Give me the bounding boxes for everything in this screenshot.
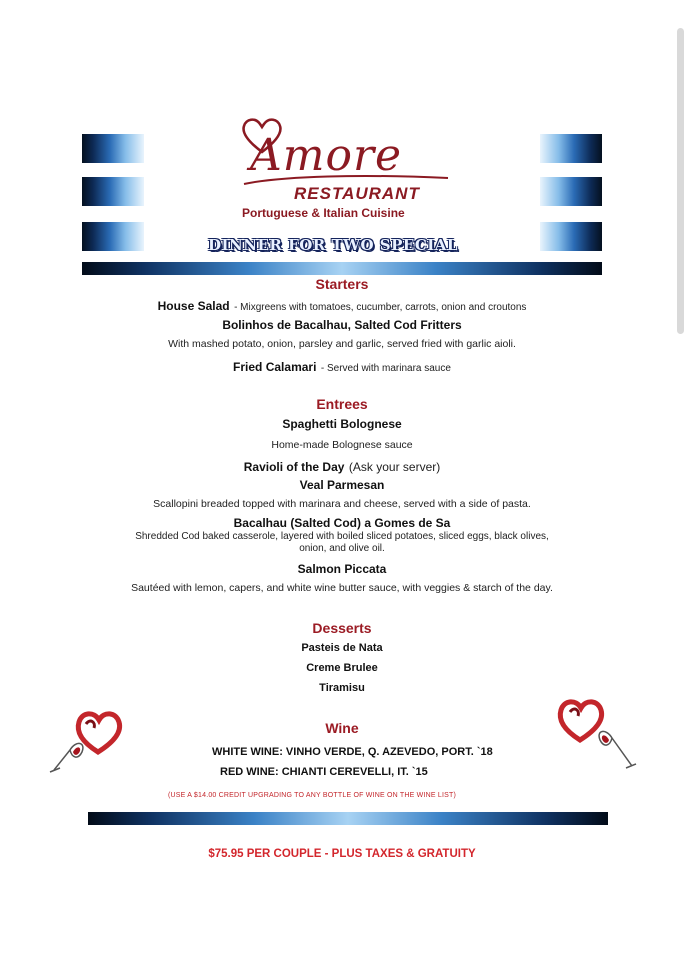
entree-bacalhau-desc: Shredded Cod baked casserole, layered with boiled sliced potatoes, sliced eggs, black olives, xyxy=(135,531,549,542)
dessert-item: Pasteis de Nata xyxy=(301,642,383,654)
bottom-band xyxy=(88,812,608,825)
decor-box-left-3 xyxy=(82,222,144,251)
decor-box-left-1 xyxy=(82,134,144,163)
entree-veal-name: Veal Parmesan xyxy=(299,478,385,492)
item-name: Ravioli of the Day xyxy=(243,460,345,474)
price-line: $75.95 PER COUPLE - PLUS TAXES & GRATUITY xyxy=(208,848,476,860)
decor-box-right-3 xyxy=(540,222,602,251)
red-wine: RED WINE: CHIANTI CEREVELLI, IT. `15 xyxy=(220,766,428,778)
item-desc: (Ask your server) xyxy=(348,460,441,474)
entree-salmon-desc: Sautéed with lemon, capers, and white wine butter sauce, with veggies & starch of the day. xyxy=(131,582,553,594)
starter-house-salad xyxy=(0,297,684,315)
dessert-item: Creme Brulee xyxy=(306,662,378,674)
entree-spaghetti-name: Spaghetti Bolognese xyxy=(282,417,402,431)
decor-box-right-2 xyxy=(540,177,602,206)
wine-heart-left-icon xyxy=(46,694,136,784)
entrees-title: Entrees xyxy=(316,396,368,412)
dessert-item: Tiramisu xyxy=(319,682,365,694)
decor-box-right-1 xyxy=(540,134,602,163)
logo-cuisine: Portuguese & Italian Cuisine xyxy=(242,206,405,220)
wine-title: Wine xyxy=(325,720,359,736)
item-desc: - Mixgreens with tomatoes, cucumber, carrots, onion and croutons xyxy=(234,302,527,313)
entree-bacalhau-name: Bacalhau (Salted Cod) a Gomes de Sa xyxy=(233,516,451,530)
item-name: Fried Calamari xyxy=(233,360,317,374)
item-desc: - Served with marinara sauce xyxy=(320,363,451,374)
wine-credit-note: (USE A $14.00 CREDIT UPGRADING TO ANY BOTTLE OF WINE ON THE WINE LIST) xyxy=(168,792,456,799)
desserts-title: Desserts xyxy=(312,620,372,636)
entree-salmon-name: Salmon Piccata xyxy=(297,562,387,576)
wine-heart-right-icon xyxy=(548,684,638,774)
decor-box-left-2 xyxy=(82,177,144,206)
logo-word: Amore xyxy=(250,130,403,181)
entree-bacalhau-desc2: onion, and olive oil. xyxy=(299,543,385,554)
entree-ravioli xyxy=(0,458,684,476)
starter-calamari xyxy=(0,358,684,376)
entree-spaghetti-desc: Home-made Bolognese sauce xyxy=(271,439,413,451)
starters-title: Starters xyxy=(315,276,369,292)
entree-veal-desc: Scallopini breaded topped with marinara and cheese, served with a side of pasta. xyxy=(153,498,531,510)
top-band xyxy=(82,262,602,275)
white-wine: WHITE WINE: VINHO VERDE, Q. AZEVEDO, PORT. `18 xyxy=(212,746,493,758)
special-title: DINNER FOR TWO SPECIAL xyxy=(208,236,458,254)
starter-bolinhos-desc: With mashed potato, onion, parsley and garlic, served fried with garlic aioli. xyxy=(168,338,516,350)
restaurant-logo xyxy=(232,116,452,224)
item-name: House Salad xyxy=(157,299,230,313)
logo-restaurant: RESTAURANT xyxy=(294,184,420,203)
starter-bolinhos-name: Bolinhos de Bacalhau, Salted Cod Fritters xyxy=(222,318,462,332)
